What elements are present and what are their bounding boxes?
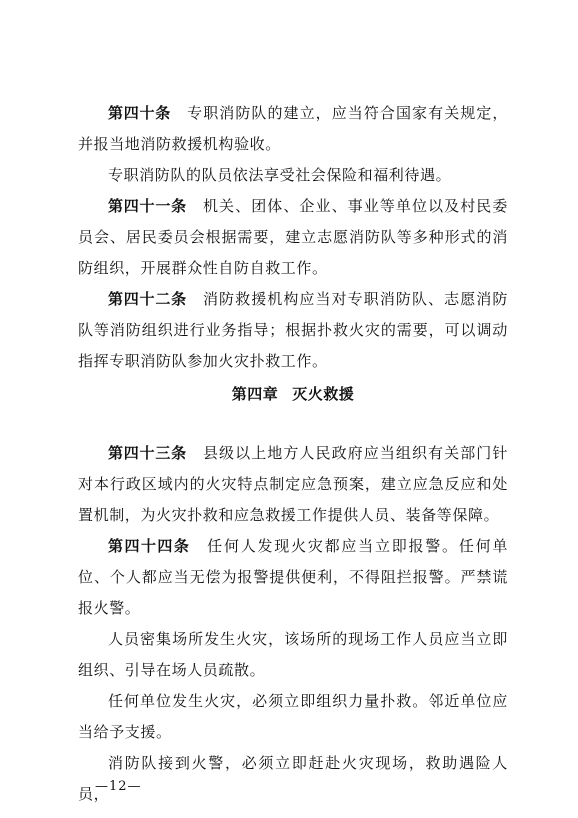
article-body: 专职消防队的建立，应当符合国家有关规定，并报当地消防救援机构验收。	[78, 104, 508, 153]
article-heading: 第四十四条	[108, 537, 191, 555]
paragraph-article-44-cont-2	[78, 686, 508, 748]
article-heading: 第四十一条	[108, 197, 187, 215]
upper-text-block	[78, 98, 508, 377]
paragraph-article-43	[78, 438, 508, 531]
chapter-heading	[78, 383, 508, 404]
article-heading: 第四十三条	[108, 444, 187, 462]
paragraph-body: 消防队接到火警，必须立即赶赴火灾现场，救助遇险人员，	[78, 754, 508, 803]
chapter-title: 灭火救援	[292, 385, 355, 403]
lower-text-block	[78, 438, 508, 810]
article-heading: 第四十条	[108, 104, 172, 122]
paragraph-body: 专职消防队的队员依法享受社会保险和福利待遇。	[108, 166, 452, 184]
paragraph-article-44-cont-1	[78, 624, 508, 686]
chapter-number: 第四章	[231, 385, 279, 403]
paragraph-article-41	[78, 191, 508, 284]
page-number: —12—	[95, 779, 142, 794]
paragraph-article-40-cont	[78, 160, 508, 191]
article-heading: 第四十二条	[108, 290, 187, 308]
paragraph-article-44	[78, 531, 508, 624]
paragraph-body: 任何单位发生火灾，必须立即组织力量扑救。邻近单位应当给予支援。	[78, 692, 508, 741]
article-body: 任何人发现火灾都应当立即报警。任何单位、个人都应当无偿为报警提供便利，不得阻拦报警。严禁谎报火警。	[78, 537, 508, 617]
article-body: 消防救援机构应当对专职消防队、志愿消防队等消防组织进行业务指导；根据扑救火灾的需要，可以调动指挥专职消防队参加火灾扑救工作。	[78, 290, 508, 370]
paragraph-article-42	[78, 284, 508, 377]
paragraph-article-40	[78, 98, 508, 160]
paragraph-body: 人员密集场所发生火灾，该场所的现场工作人员应当立即组织、引导在场人员疏散。	[78, 630, 508, 679]
paragraph-article-44-cont-3	[78, 748, 508, 810]
article-body: 县级以上地方人民政府应当组织有关部门针对本行政区域内的火灾特点制定应急预案，建立应急反应和处置机制，为火灾扑救和应急救援工作提供人员、装备等保障。	[78, 444, 508, 524]
article-body: 机关、团体、企业、事业等单位以及村民委员会、居民委员会根据需要，建立志愿消防队等多种形式的消防组织，开展群众性自防自救工作。	[78, 197, 508, 277]
